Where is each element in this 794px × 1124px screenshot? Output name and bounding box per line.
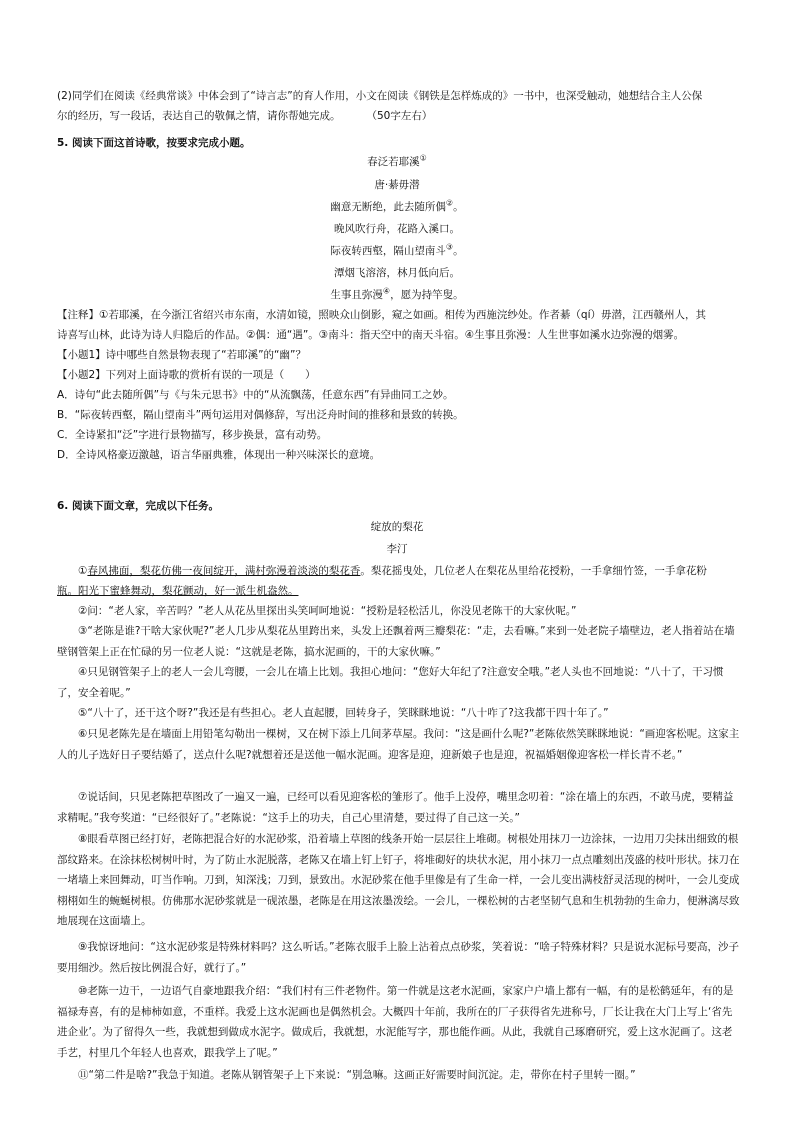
poem-line-3: 际夜转西壑，隔山望南斗③。 <box>330 242 464 257</box>
q4-part2-line2: 尔的经历，写一段话，表达自己的敬佩之情，请你帮她完成。 （50字左右） <box>57 110 433 122</box>
q5-heading: 5. 阅读下面这首诗歌，按要求完成小题。 <box>57 137 251 149</box>
paragraph-1-line-2: 瓶。阳光下蜜蜂舞动，梨花颤动，好一派生机盎然。 <box>57 585 299 597</box>
paragraph-10: ⑩老陈一边干，一边语气自豪地跟我介绍：“我们村有三件老物件。第一件就是这老水泥画，家家户户墙上都有一幅，有的是松鹤延年，有的是福禄寿喜，有的是柿柿如意，不重样。我爱上这水泥画也是偶然机会。大概四十年前，我所在的厂子获得省先进称号，厂长让我在大门上写上‘省先进企业’。为了留得久一些，我就想到做成水泥字。做成后，我就想，水泥能写字，那也能作画。从此，我就自己琢磨研究，爱上这水泥画了。这老手艺，村里几个年轻人也喜欢，跟我学上了呢。” <box>57 985 734 1059</box>
q6-heading: 6. 阅读下面文章，完成以下任务。 <box>57 500 219 512</box>
poem-line-1: 幽意无断绝，此去随所偶②。 <box>330 198 464 213</box>
sub-question-2: 【小题2】下列对上面诗歌的赏析有误的一项是（ ） <box>57 369 316 381</box>
paragraph-6: ⑥只见老陈先是在墙面上用铅笔勾勒出一棵树，又在树下添上几间茅草屋。我问：“这是画什么呢?”老陈依然笑眯眯地说：“画迎客松呢。这家主人的儿子选好日子要结婚了，送点什么呢?就想着还是送他一幅水泥画。迎客是迎，迎新娘子也是迎，祝福婚姻像迎客松一样长青不老。” <box>57 728 740 761</box>
footnote-marker: ① <box>419 153 427 163</box>
poem-title: 春泛若耶溪① <box>367 153 427 168</box>
annotation-line-1: 【注释】①若耶溪，在今浙江省绍兴市东南，水清如镜，照映众山倒影，窥之如画。相传为西施浣纱处。作者綦（qí）毋潜，江西赣州人，其 <box>57 309 706 321</box>
poem-line-4: 潭烟飞溶溶，林月低向后。 <box>334 267 460 279</box>
paragraph-9: ⑨我惊讶地问：“这水泥砂浆是特殊材料吗？这么听话。”老陈衣服手上脸上沾着点点砂浆，笑着说：“啥子特殊材料？只是说水泥标号要高，沙子要用细沙。然后按比例混合好，就行了。” <box>57 941 739 974</box>
paragraph-3: ③“老陈是谁?干啥大家伙呢?”老人几步从梨花丛里跨出来，头发上还飘着两三瓣梨花：“走，去看嘛。”来到一处老院子墙壁边，老人指着站在墙壁钢管架上正在忙碌的另一位老人说：“这就是老陈，搞水泥画的，干的大家伙嘛。” <box>57 625 735 658</box>
paragraph-11: ⑪“第二件是啥?”我急于知道。老陈从钢管架子上下来说：“别急嘛。这画正好需要时间沉淀。走，带你在村子里转一圈。” <box>78 1069 636 1081</box>
poem-author: 唐·綦毋潜 <box>374 179 420 191</box>
option-b: B．“际夜转西壑，隔山望南斗”两句运用对偶修辞，写出泛舟时间的推移和景致的转换。 <box>57 409 464 421</box>
paragraph-7: ⑦说话间，只见老陈把草图改了一遍又一遍，已经可以看见迎客松的雏形了。他手上没停，嘴里念叨着：“涂在墙上的东西，不敢马虎，要精益求精呢。”我夸奖道：“已经很好了。”老陈说：“这手上的功夫，自己心里清楚，要过得了自己这一关。” <box>57 791 734 824</box>
annotation-line-2: 诗喜写山林，此诗为诗人归隐后的作品。②偶：通“遇”。③南斗：指天空中的南天斗宿。④生事且弥漫：人生世事如溪水边弥漫的烟雾。 <box>57 329 685 341</box>
poem-line-2: 晚风吹行舟，花路入溪口。 <box>334 223 460 235</box>
paragraph-1-line-1: ①春风拂面，梨花仿佛一夜间绽开，满村弥漫着淡淡的梨花香。梨花摇曳处，几位老人在梨花丛里给花授粉，一手拿细竹签，一手拿花粉 <box>78 565 707 577</box>
word-count-hint: （50字左右） <box>366 110 433 122</box>
q4-part2-line1: (2)同学们在阅读《经典常谈》中体会到了“诗言志”的育人作用，小文在阅读《钢铁是怎样炼成的》一书中，也深受触动，她想结合主人公保 <box>57 90 703 102</box>
article-title: 绽放的梨花 <box>370 521 424 533</box>
option-a: A．诗句“此去随所偶”与《与朱元思书》中的“从流飘荡，任意东西”有异曲同工之妙。 <box>57 389 454 401</box>
poem-line-5: 生事且弥漫④，愿为持竿叟。 <box>330 286 464 301</box>
paragraph-4: ④只见钢管架子上的老人一会儿弯腰，一会儿在墙上比划。我担心地问：“您好大年纪了?注意安全哦。”老人头也不回地说：“八十了，干习惯了，安全着呢。” <box>57 666 724 699</box>
sub-question-1: 【小题1】诗中哪些自然景物表现了“若耶溪”的“幽”？ <box>57 349 306 361</box>
option-d: D．全诗风格豪迈激越，语言华丽典雅，体现出一种兴味深长的意境。 <box>57 449 381 461</box>
paragraph-2: ②问：“老人家，辛苦吗？”老人从花丛里探出头笑呵呵地说：“授粉是轻松活儿，你没见老陈干的大家伙呢。” <box>78 605 577 617</box>
paragraph-5: ⑤“八十了，还干这个呀?”我还是有些担心。老人直起腰，回转身子，笑眯眯地说：“八十咋了?这我都干四十年了。” <box>78 707 609 719</box>
article-author: 李汀 <box>386 543 408 555</box>
option-c: C．全诗紧扣“泛”字进行景物描写，移步换景，富有动势。 <box>57 429 328 441</box>
paragraph-8: ⑧眼看草图已经打好，老陈把混合好的水泥砂浆，沿着墙上草图的线条开始一层层往上堆砌。树根处用抹刀一边涂抹，一边用刀尖抹出细致的根部纹路来。在涂抹松树树叶时，为了防止水泥脱落，老陈又在墙上钉上钉子，将堆砌好的块状水泥，用小抹刀一点点雕刻出茂盛的枝叶形状。抹刀在一堵墙上来回舞动，叮当作响。刀到，知深浅；刀到，景致出。水泥砂浆在他手里像是有了生命一样，一会儿变出满枝舒灵活现的树叶，一会儿变成栩栩如生的蜿蜒树根。仿佛那水泥砂浆就是一砚浓墨，老陈是在用这浓墨泼绘。一会儿，一棵松树的古老坚韧气息和生机勃勃的生命力，便淋漓尽致地展现在这面墙上。 <box>57 833 740 927</box>
